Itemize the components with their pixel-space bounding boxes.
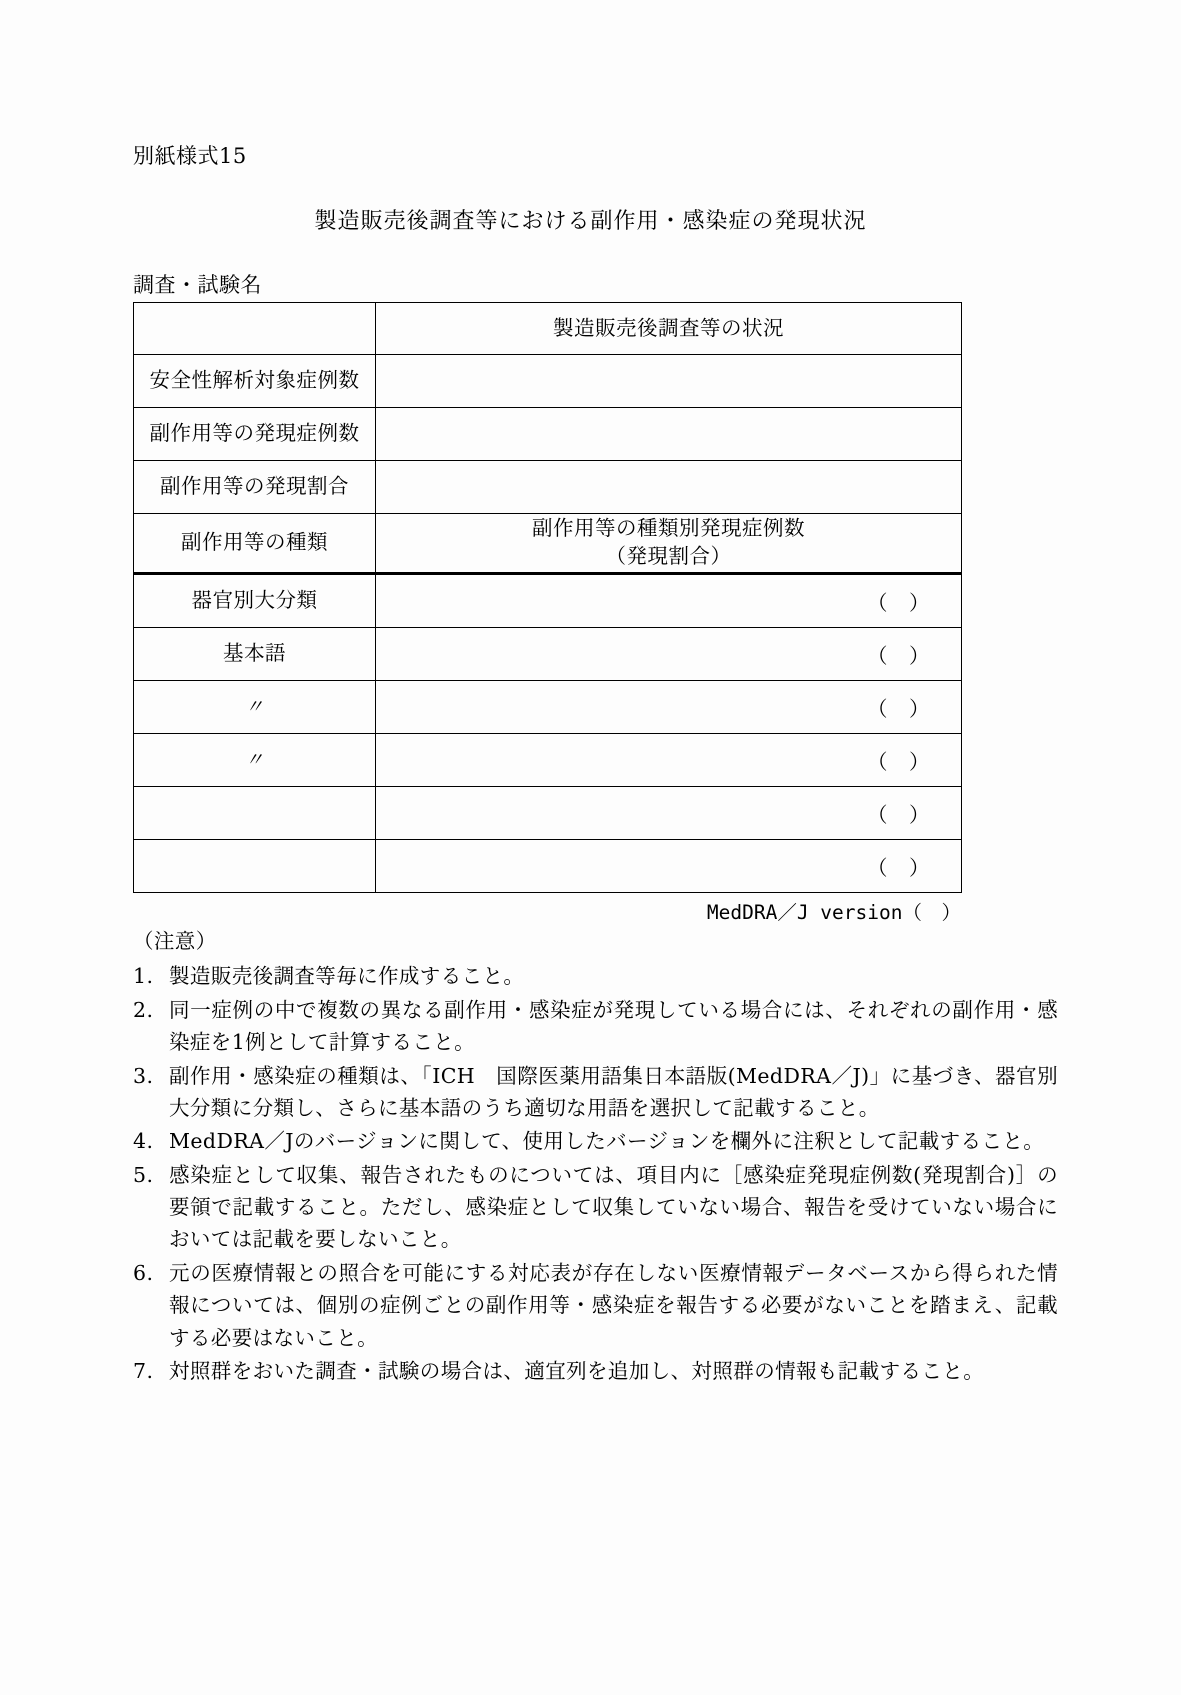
note-number: 4. — [133, 1129, 154, 1154]
table-row — [134, 461, 962, 514]
note-item — [133, 994, 1058, 1059]
note-number: 6. — [133, 1260, 154, 1285]
note-number: 3. — [133, 1063, 154, 1088]
row-label-ditto-1 — [134, 681, 376, 734]
value-paren-soc: （ ） — [867, 591, 930, 615]
note-text: 同一症例の中で複数の異なる副作用・感染症が発現している場合には、それぞれの副作用・感染症を1例として計算すること。 — [169, 997, 1058, 1055]
row-value-adr-kind — [376, 514, 962, 574]
value-paren-ditto-2: （ ） — [867, 750, 930, 774]
row-value-adr-case-count[interactable] — [376, 408, 962, 461]
row-label-adr-kind: 副作用等の種類 — [134, 514, 376, 574]
table-row — [134, 628, 962, 681]
row-value-blank-2[interactable] — [376, 840, 962, 893]
table-corner-cell — [134, 303, 376, 355]
row-label-adr-incidence-rate: 副作用等の発現割合 — [134, 461, 376, 514]
row-label-adr-case-count: 副作用等の発現症例数 — [134, 408, 376, 461]
row-label-safety-analysis-cases: 安全性解析対象症例数 — [134, 355, 376, 408]
page-title: 製造販売後調査等における副作用・感染症の発現状況 — [314, 209, 867, 234]
note-text: 感染症として収集、報告されたものについては、項目内に［感染症発現症例数(発現割合)］の要領で記載すること。ただし、感染症として収集していない場合、報告を受けていない場合においては記載を要しないこと。 — [169, 1162, 1058, 1252]
value-paren-ditto-1: （ ） — [867, 697, 930, 721]
row-label-blank-2[interactable] — [134, 840, 376, 893]
note-item — [133, 1125, 1058, 1157]
adr-kind-line1: 副作用等の種類別発現症例数 — [532, 516, 805, 541]
note-text: 元の医療情報との照合を可能にする対応表が存在しない医療情報データベースから得られた情報については、個別の症例ごとの副作用等・感染症を報告する必要がないことを踏まえ、記載する必要はないこと。 — [169, 1260, 1058, 1350]
notes-section — [133, 925, 1058, 1388]
column-header-survey-status: 製造販売後調査等の状況 — [376, 303, 962, 355]
note-text: MedDRA／Jのバージョンに関して、使用したバージョンを欄外に注釈として記載すること。 — [169, 1129, 1045, 1154]
table-row — [134, 681, 962, 734]
note-number: 5. — [133, 1162, 154, 1187]
form-id-label: 別紙様式15 — [133, 144, 247, 168]
table-row — [134, 787, 962, 840]
row-value-ditto-1[interactable] — [376, 681, 962, 734]
value-paren-blank-2: （ ） — [867, 856, 930, 880]
row-value-ditto-2[interactable] — [376, 734, 962, 787]
table-row — [134, 408, 962, 461]
value-paren-pt: （ ） — [867, 644, 930, 668]
row-label-blank-1[interactable] — [134, 787, 376, 840]
table-row — [134, 574, 962, 628]
note-item — [133, 1060, 1058, 1125]
table-row — [134, 840, 962, 893]
row-value-adr-incidence-rate[interactable] — [376, 461, 962, 514]
row-value-blank-1[interactable] — [376, 787, 962, 840]
row-value-safety-analysis-cases[interactable] — [376, 355, 962, 408]
table-row-adr-kind — [134, 514, 962, 574]
note-item — [133, 1159, 1058, 1256]
row-label-pt: 基本語 — [134, 628, 376, 681]
notes-heading: （注意） — [133, 929, 217, 953]
row-value-pt[interactable] — [376, 628, 962, 681]
meddra-version-note: MedDRA／J version（ ） — [706, 901, 961, 924]
study-name-label: 調査・試験名 — [133, 273, 262, 297]
value-paren-blank-1: （ ） — [867, 803, 930, 827]
note-text: 製造販売後調査等毎に作成すること。 — [169, 964, 525, 989]
adverse-event-table — [133, 302, 962, 893]
table-row-header — [134, 303, 962, 355]
ditto-mark: 〃 — [244, 750, 265, 772]
row-label-ditto-2 — [134, 734, 376, 787]
note-number: 2. — [133, 997, 154, 1022]
note-number: 1. — [133, 964, 154, 989]
note-text: 対照群をおいた調査・試験の場合は、適宜列を追加し、対照群の情報も記載すること。 — [169, 1358, 985, 1383]
adr-kind-line2: （発現割合） — [605, 544, 732, 568]
note-item — [133, 1257, 1058, 1354]
table-row — [134, 734, 962, 787]
note-item — [133, 1355, 1058, 1387]
table-row — [134, 355, 962, 408]
ditto-mark: 〃 — [244, 697, 265, 719]
note-number: 7. — [133, 1358, 154, 1383]
row-value-soc[interactable] — [376, 574, 962, 628]
note-item — [133, 960, 1058, 992]
row-label-soc: 器官別大分類 — [134, 574, 376, 628]
note-text: 副作用・感染症の種類は、「ICH 国際医薬用語集日本語版(MedDRA／J)」に基づき、器官別大分類に分類し、さらに基本語のうち適切な用語を選択して記載すること。 — [169, 1063, 1058, 1120]
